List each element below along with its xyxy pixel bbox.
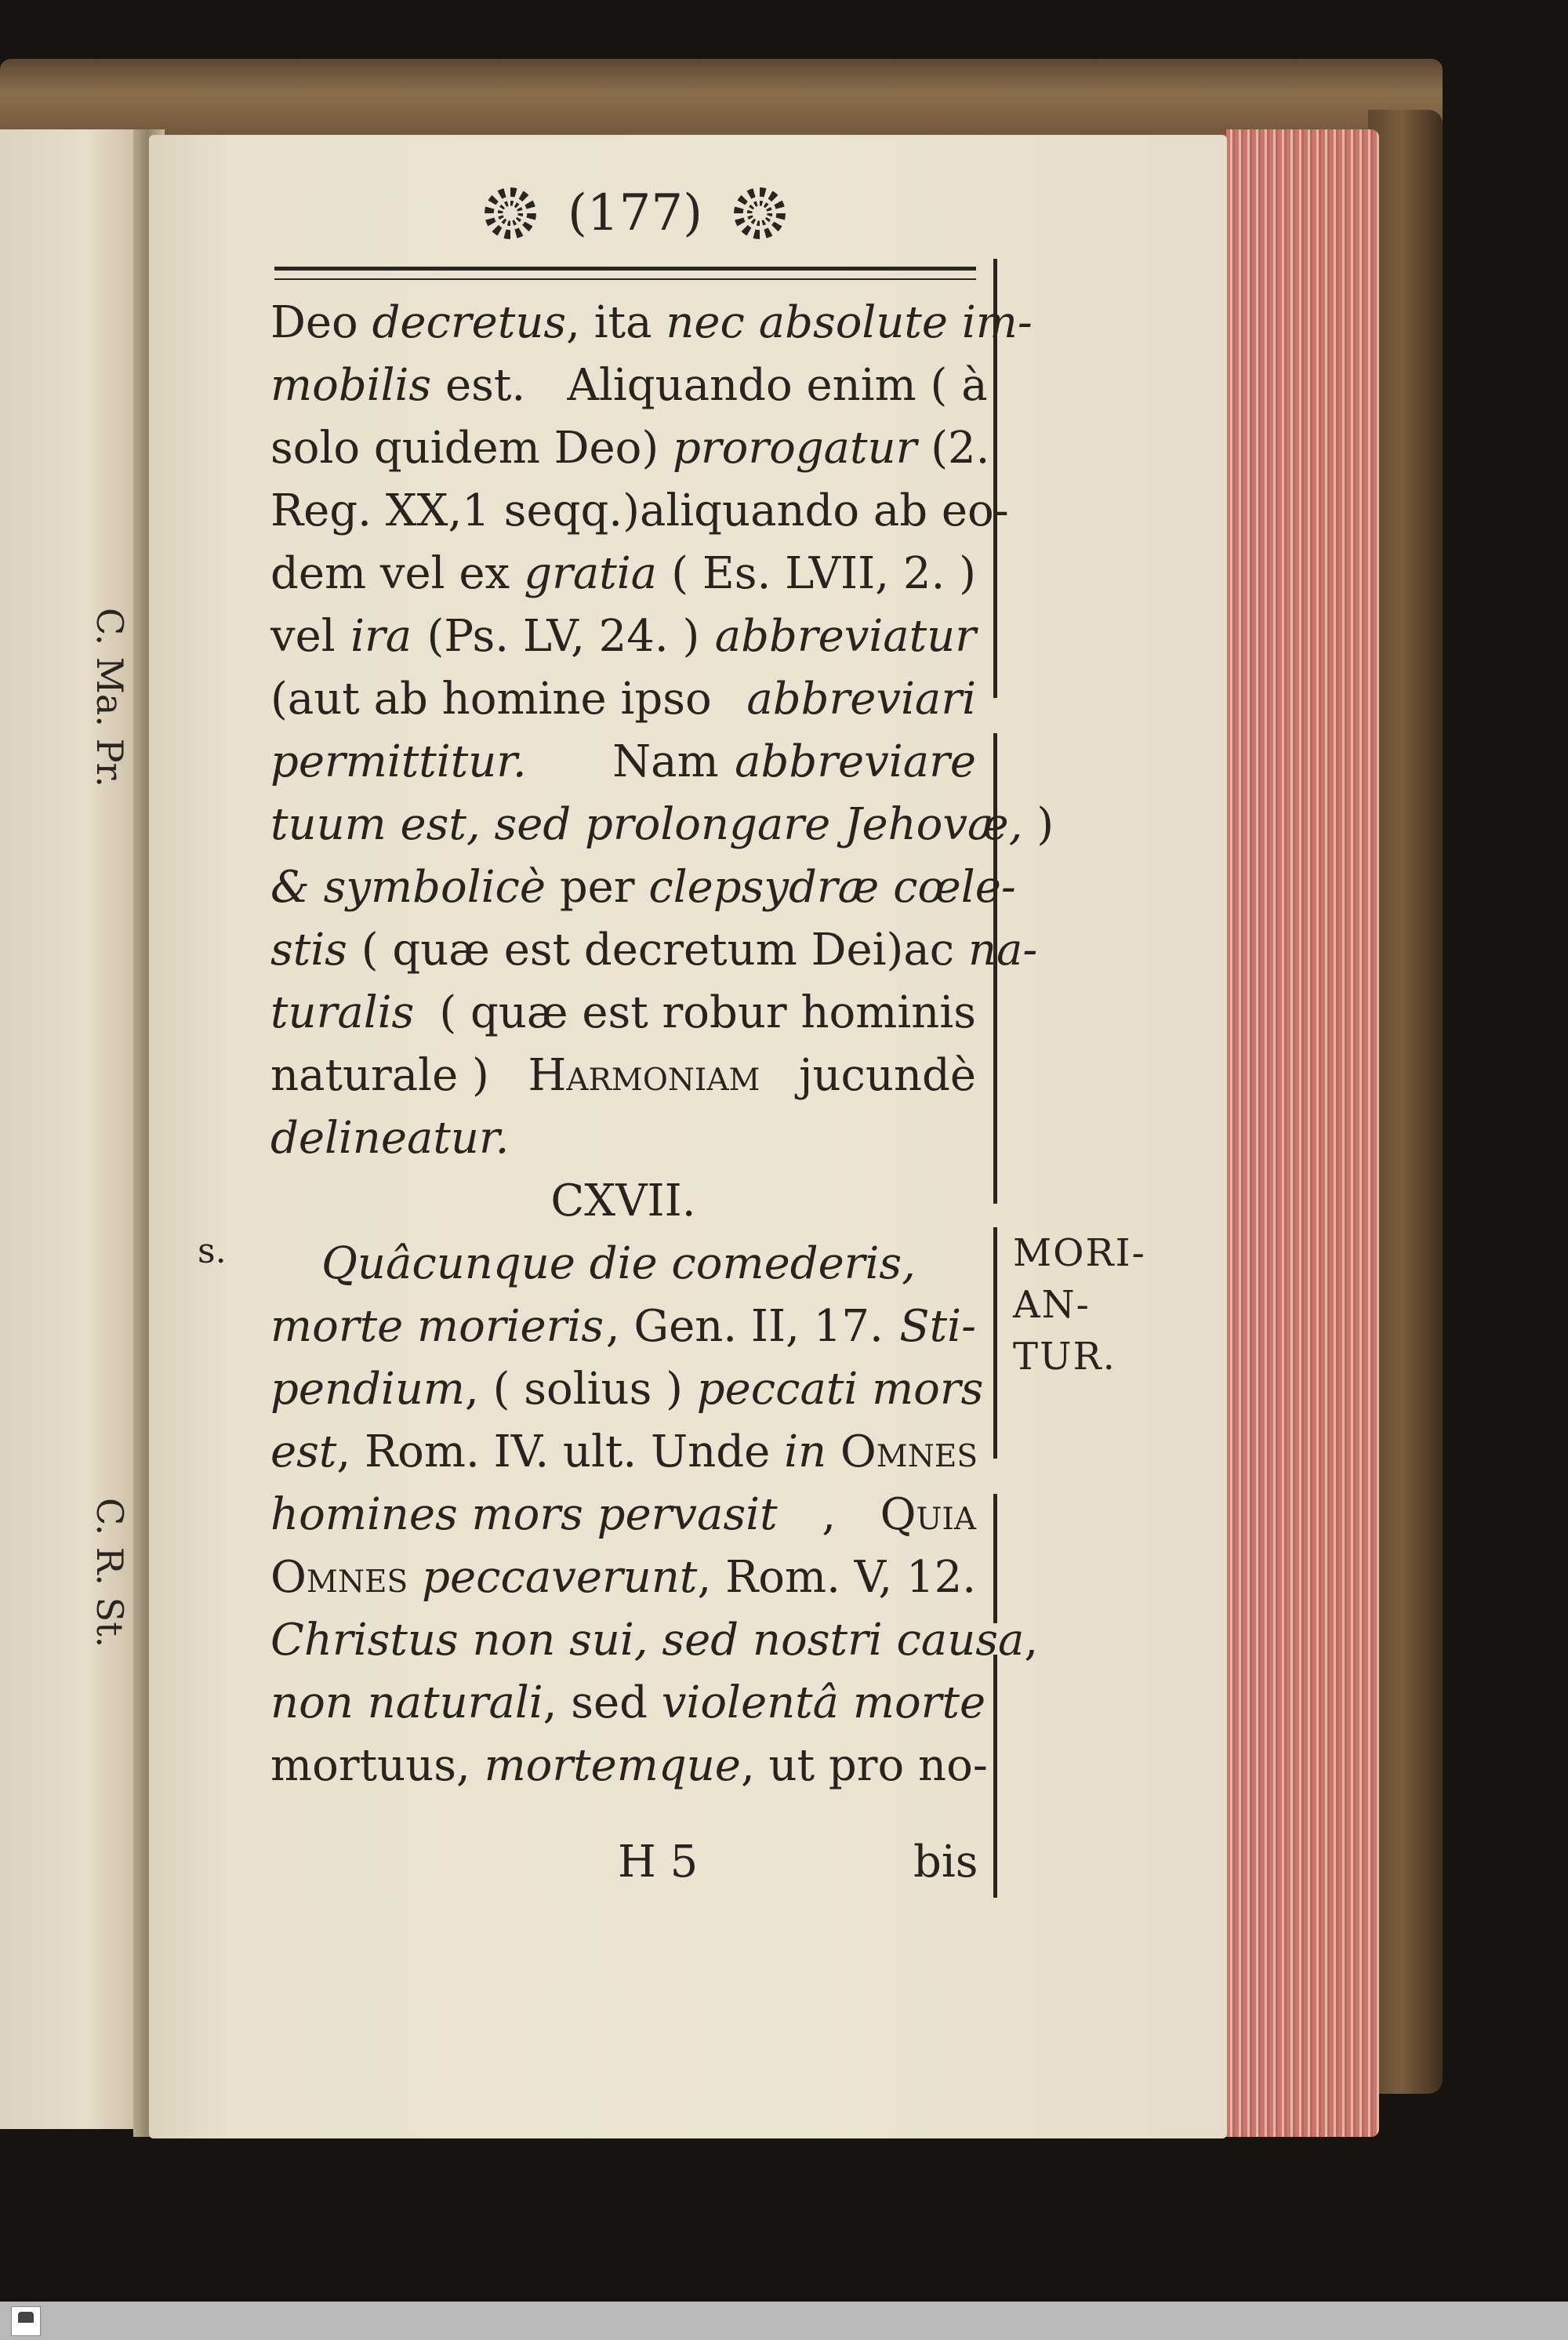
text-line bbox=[270, 919, 1038, 982]
text-segment: mortuus, bbox=[270, 1740, 485, 1791]
text-segment: dem vel ex bbox=[270, 548, 524, 599]
text-segment: CXVII. bbox=[550, 1175, 696, 1226]
library-logo-icon bbox=[11, 2306, 41, 2336]
text-segment: Harmoniam bbox=[528, 1050, 760, 1101]
text-segment: naturale ) bbox=[270, 1050, 503, 1101]
page-edges bbox=[1223, 129, 1379, 2137]
text-segment: morte morieris bbox=[270, 1301, 604, 1352]
text-line bbox=[270, 731, 976, 794]
text-segment: in bbox=[784, 1426, 827, 1477]
text-line bbox=[270, 605, 976, 668]
margin-note-line: AN- bbox=[1013, 1283, 1091, 1327]
text-segment: ira bbox=[350, 611, 412, 662]
text-line bbox=[270, 668, 976, 731]
text-segment: clepsydræ cœle- bbox=[648, 862, 1016, 913]
text-line bbox=[270, 354, 988, 417]
text-line bbox=[270, 292, 1033, 354]
text-segment: , Rom. V, 12. bbox=[697, 1552, 976, 1603]
text-segment: , Gen. II, 17. bbox=[605, 1301, 898, 1352]
text-line bbox=[270, 794, 1054, 856]
text-segment: Quâcunque die comederis, bbox=[321, 1238, 916, 1289]
text-segment: tuum est, sed prolongare Jehovæ, bbox=[270, 799, 1023, 850]
text-segment: homines mors pervasit bbox=[270, 1489, 778, 1540]
page-number: (177) bbox=[567, 184, 703, 242]
text-segment: permittitur. bbox=[270, 736, 527, 787]
text-segment: Reg. XX,1 seqq.)aliquando ab eo- bbox=[270, 485, 1009, 536]
text-segment: , ut pro no- bbox=[740, 1740, 988, 1791]
text-line bbox=[270, 1295, 976, 1358]
text-segment: non naturali bbox=[270, 1677, 543, 1728]
text-segment: , ita bbox=[566, 297, 666, 348]
text-segment: turalis bbox=[270, 987, 415, 1038]
margin-note-line: MORI- bbox=[1013, 1231, 1146, 1275]
text-line bbox=[270, 1484, 976, 1546]
text-segment bbox=[408, 1546, 422, 1609]
text-segment: solo quidem Deo) bbox=[270, 423, 673, 474]
text-line bbox=[270, 856, 1016, 919]
left-margin-note-top: C. Ma. Pr. bbox=[89, 608, 131, 788]
text-segment: jucundè bbox=[785, 1050, 976, 1101]
text-segment: vel bbox=[270, 611, 350, 662]
text-segment: ( quæ est robur hominis bbox=[425, 987, 976, 1038]
text-segment: prorogatur bbox=[673, 423, 917, 474]
left-margin-note-bottom: C. R. St. bbox=[89, 1498, 131, 1648]
text-line bbox=[270, 982, 976, 1045]
viewer-footer-bar bbox=[0, 2302, 1568, 2340]
text-line bbox=[270, 1735, 988, 1797]
text-segment: Christus non sui, sed nostri causa bbox=[270, 1615, 1025, 1666]
text-segment: na- bbox=[967, 925, 1038, 976]
text-segment: pendium bbox=[270, 1364, 465, 1415]
text-segment: ( Es. LVII, 2. ) bbox=[657, 548, 976, 599]
text-segment: per bbox=[546, 862, 649, 913]
text-line bbox=[270, 1358, 984, 1421]
text-segment: Sti- bbox=[899, 1301, 976, 1352]
text-segment: , bbox=[808, 1489, 850, 1540]
text-segment: nec absolute im- bbox=[666, 297, 1033, 348]
text-segment: decretus bbox=[372, 297, 567, 348]
text-segment: (aut ab homine ipso bbox=[270, 674, 726, 725]
left-page bbox=[0, 129, 145, 2129]
text-segment: mortemque bbox=[484, 1740, 741, 1791]
text-segment: abbreviari bbox=[746, 674, 976, 725]
text-segment: delineatur. bbox=[270, 1113, 510, 1164]
text-line bbox=[270, 1233, 976, 1295]
catchword: bis bbox=[913, 1837, 978, 1888]
page-header bbox=[459, 182, 811, 245]
book-cover-right bbox=[1368, 110, 1443, 2094]
text-segment: Nam bbox=[528, 736, 733, 787]
text-line bbox=[270, 1045, 976, 1107]
text-segment: ( quæ est decretum Dei)ac bbox=[347, 925, 968, 976]
text-line bbox=[270, 1170, 976, 1233]
text-segment: mobilis bbox=[270, 360, 432, 411]
side-mark: s. bbox=[198, 1231, 227, 1271]
text-segment: est bbox=[270, 1426, 337, 1477]
text-segment: Deo bbox=[270, 297, 372, 348]
text-segment: (Ps. LV, 24. ) bbox=[412, 611, 714, 662]
text-segment: , bbox=[1024, 1615, 1039, 1666]
text-line bbox=[270, 1107, 976, 1170]
text-segment: Omnes bbox=[826, 1426, 978, 1477]
text-segment: abbreviatur bbox=[714, 611, 976, 662]
text-segment: peccaverunt bbox=[422, 1552, 698, 1603]
margin-rule-4 bbox=[993, 1494, 997, 1623]
header-rule bbox=[274, 267, 976, 280]
text-line bbox=[270, 1546, 976, 1609]
text-segment: ) bbox=[1022, 799, 1054, 850]
text-line bbox=[270, 480, 1009, 543]
text-line bbox=[270, 417, 990, 480]
margin-note bbox=[1013, 1227, 1170, 1383]
margin-rule-5 bbox=[993, 1655, 997, 1898]
text-segment: gratia bbox=[524, 548, 658, 599]
text-segment: (2. bbox=[916, 423, 990, 474]
text-line bbox=[270, 543, 976, 605]
text-segment: , sed bbox=[543, 1677, 662, 1728]
text-segment: Quia bbox=[880, 1489, 976, 1540]
text-segment: , Rom. IV. ult. Unde bbox=[336, 1426, 785, 1477]
text-segment: & symbolicè bbox=[270, 862, 546, 913]
text-segment: est. Aliquando enim ( à bbox=[431, 360, 988, 411]
margin-note-line: TUR. bbox=[1013, 1335, 1116, 1379]
text-line bbox=[270, 1421, 976, 1484]
text-line bbox=[270, 1672, 986, 1735]
margin-rule-3 bbox=[993, 1227, 997, 1459]
text-segment: stis bbox=[270, 925, 347, 976]
text-segment: , ( solius ) bbox=[464, 1364, 697, 1415]
text-segment: violentâ morte bbox=[661, 1677, 986, 1728]
text-segment: peccati mors bbox=[696, 1364, 984, 1415]
text-segment: abbreviare bbox=[735, 736, 976, 787]
flower-ornament-icon bbox=[734, 187, 786, 239]
signature-mark: H 5 bbox=[618, 1837, 699, 1888]
text-line bbox=[270, 1609, 1039, 1672]
flower-ornament-icon bbox=[485, 187, 536, 239]
text-segment: Omnes bbox=[270, 1552, 408, 1603]
